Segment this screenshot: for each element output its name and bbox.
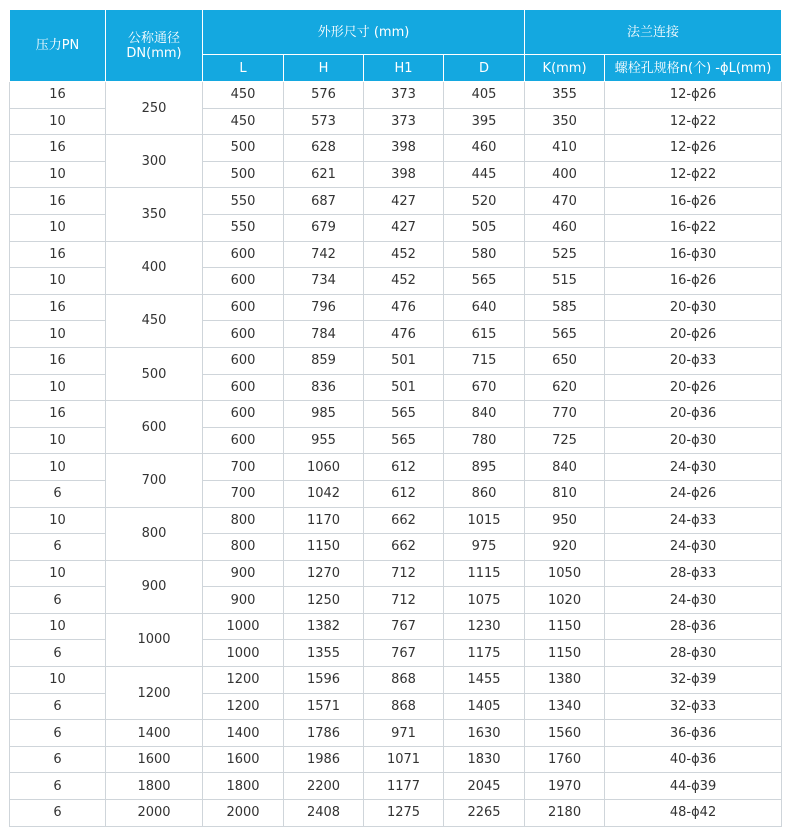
cell-K: 1970 <box>525 773 605 800</box>
cell-D: 1115 <box>444 560 525 587</box>
cell-H1: 398 <box>364 161 444 188</box>
cell-H: 1150 <box>284 534 364 561</box>
cell-H1: 612 <box>364 480 444 507</box>
cell-L: 450 <box>203 82 284 109</box>
cell-K: 1050 <box>525 560 605 587</box>
cell-D: 1175 <box>444 640 525 667</box>
cell-L: 800 <box>203 507 284 534</box>
cell-H1: 501 <box>364 374 444 401</box>
cell-dn: 800 <box>106 507 203 560</box>
cell-pn: 16 <box>10 241 106 268</box>
table-row <box>10 294 782 321</box>
cell-pn: 10 <box>10 268 106 295</box>
header-H1: H1 <box>364 55 444 82</box>
cell-bolt-spec: 28-ϕ36 <box>605 613 782 640</box>
cell-L: 600 <box>203 268 284 295</box>
cell-pn: 16 <box>10 401 106 428</box>
cell-H: 573 <box>284 108 364 135</box>
cell-D: 670 <box>444 374 525 401</box>
cell-H1: 662 <box>364 507 444 534</box>
cell-dn: 1000 <box>106 613 203 666</box>
cell-L: 1000 <box>203 613 284 640</box>
cell-K: 1340 <box>525 693 605 720</box>
table-row <box>10 746 782 773</box>
cell-bolt-spec: 16-ϕ26 <box>605 188 782 215</box>
cell-H: 621 <box>284 161 364 188</box>
cell-L: 600 <box>203 321 284 348</box>
cell-L: 2000 <box>203 800 284 827</box>
cell-H1: 662 <box>364 534 444 561</box>
cell-K: 1560 <box>525 720 605 747</box>
cell-D: 460 <box>444 135 525 162</box>
cell-H: 1986 <box>284 746 364 773</box>
cell-L: 1200 <box>203 693 284 720</box>
table-row <box>10 188 782 215</box>
cell-H1: 1177 <box>364 773 444 800</box>
cell-pn: 16 <box>10 135 106 162</box>
cell-D: 445 <box>444 161 525 188</box>
table-row <box>10 454 782 481</box>
cell-dn: 1800 <box>106 773 203 800</box>
cell-H1: 476 <box>364 321 444 348</box>
cell-K: 810 <box>525 480 605 507</box>
cell-L: 600 <box>203 294 284 321</box>
table-row <box>10 773 782 800</box>
header-dn-line2: DN(mm) <box>126 45 182 61</box>
header-nominal-diameter <box>106 10 203 82</box>
cell-K: 565 <box>525 321 605 348</box>
cell-L: 800 <box>203 534 284 561</box>
cell-H: 679 <box>284 214 364 241</box>
cell-dn: 1600 <box>106 746 203 773</box>
cell-H: 1355 <box>284 640 364 667</box>
cell-pn: 10 <box>10 507 106 534</box>
cell-D: 1630 <box>444 720 525 747</box>
table-header <box>10 10 782 82</box>
cell-H1: 565 <box>364 401 444 428</box>
cell-H: 734 <box>284 268 364 295</box>
header-H: H <box>284 55 364 82</box>
table-row <box>10 241 782 268</box>
table-row <box>10 82 782 109</box>
cell-pn: 10 <box>10 560 106 587</box>
cell-K: 840 <box>525 454 605 481</box>
cell-L: 600 <box>203 241 284 268</box>
cell-K: 2180 <box>525 800 605 827</box>
cell-D: 895 <box>444 454 525 481</box>
cell-H1: 501 <box>364 347 444 374</box>
cell-H1: 1071 <box>364 746 444 773</box>
cell-D: 2265 <box>444 800 525 827</box>
header-flange-group: 法兰连接 <box>525 10 782 55</box>
cell-pn: 6 <box>10 480 106 507</box>
table-row <box>10 347 782 374</box>
cell-bolt-spec: 24-ϕ30 <box>605 454 782 481</box>
cell-K: 350 <box>525 108 605 135</box>
cell-pn: 10 <box>10 427 106 454</box>
cell-pn: 10 <box>10 613 106 640</box>
cell-H1: 612 <box>364 454 444 481</box>
cell-H: 784 <box>284 321 364 348</box>
cell-H: 1382 <box>284 613 364 640</box>
cell-bolt-spec: 20-ϕ33 <box>605 347 782 374</box>
cell-H1: 452 <box>364 241 444 268</box>
cell-bolt-spec: 20-ϕ30 <box>605 427 782 454</box>
cell-D: 580 <box>444 241 525 268</box>
cell-D: 640 <box>444 294 525 321</box>
cell-H1: 398 <box>364 135 444 162</box>
cell-L: 600 <box>203 347 284 374</box>
header-K: K(mm) <box>525 55 605 82</box>
cell-H: 1571 <box>284 693 364 720</box>
cell-pn: 10 <box>10 374 106 401</box>
spec-table <box>9 9 782 827</box>
cell-L: 1800 <box>203 773 284 800</box>
header-dimensions-group: 外形尺寸 (mm) <box>203 10 525 55</box>
cell-bolt-spec: 20-ϕ30 <box>605 294 782 321</box>
cell-bolt-spec: 20-ϕ26 <box>605 321 782 348</box>
cell-H: 1060 <box>284 454 364 481</box>
cell-K: 1760 <box>525 746 605 773</box>
cell-L: 600 <box>203 427 284 454</box>
cell-K: 770 <box>525 401 605 428</box>
cell-K: 470 <box>525 188 605 215</box>
cell-bolt-spec: 20-ϕ36 <box>605 401 782 428</box>
cell-dn: 500 <box>106 347 203 400</box>
cell-H1: 868 <box>364 667 444 694</box>
cell-dn: 700 <box>106 454 203 507</box>
cell-bolt-spec: 16-ϕ26 <box>605 268 782 295</box>
cell-dn: 600 <box>106 401 203 454</box>
header-pressure: 压力PN <box>10 10 106 82</box>
cell-H1: 1275 <box>364 800 444 827</box>
cell-H: 628 <box>284 135 364 162</box>
cell-pn: 10 <box>10 454 106 481</box>
cell-L: 500 <box>203 135 284 162</box>
cell-pn: 10 <box>10 321 106 348</box>
cell-H1: 565 <box>364 427 444 454</box>
cell-K: 1020 <box>525 587 605 614</box>
header-D: D <box>444 55 525 82</box>
cell-pn: 6 <box>10 746 106 773</box>
cell-pn: 10 <box>10 108 106 135</box>
cell-bolt-spec: 44-ϕ39 <box>605 773 782 800</box>
cell-K: 525 <box>525 241 605 268</box>
table-row <box>10 135 782 162</box>
cell-K: 515 <box>525 268 605 295</box>
cell-K: 410 <box>525 135 605 162</box>
cell-dn: 250 <box>106 82 203 135</box>
cell-D: 1830 <box>444 746 525 773</box>
cell-bolt-spec: 12-ϕ22 <box>605 161 782 188</box>
cell-H: 859 <box>284 347 364 374</box>
cell-bolt-spec: 40-ϕ36 <box>605 746 782 773</box>
cell-pn: 6 <box>10 720 106 747</box>
cell-K: 920 <box>525 534 605 561</box>
cell-H1: 427 <box>364 214 444 241</box>
cell-D: 520 <box>444 188 525 215</box>
cell-bolt-spec: 24-ϕ33 <box>605 507 782 534</box>
table-body <box>10 82 782 827</box>
cell-L: 1000 <box>203 640 284 667</box>
table-row <box>10 800 782 827</box>
cell-H1: 971 <box>364 720 444 747</box>
cell-H: 796 <box>284 294 364 321</box>
cell-K: 1380 <box>525 667 605 694</box>
cell-L: 600 <box>203 401 284 428</box>
cell-pn: 10 <box>10 161 106 188</box>
cell-H1: 712 <box>364 587 444 614</box>
cell-bolt-spec: 28-ϕ30 <box>605 640 782 667</box>
cell-K: 460 <box>525 214 605 241</box>
cell-bolt-spec: 16-ϕ22 <box>605 214 782 241</box>
cell-H: 1786 <box>284 720 364 747</box>
cell-pn: 6 <box>10 800 106 827</box>
cell-H1: 373 <box>364 108 444 135</box>
cell-D: 395 <box>444 108 525 135</box>
cell-K: 1150 <box>525 613 605 640</box>
cell-dn: 1200 <box>106 667 203 720</box>
cell-dn: 350 <box>106 188 203 241</box>
header-L: L <box>203 55 284 82</box>
cell-H1: 767 <box>364 640 444 667</box>
cell-D: 860 <box>444 480 525 507</box>
cell-H1: 373 <box>364 82 444 109</box>
cell-D: 1015 <box>444 507 525 534</box>
table-row <box>10 613 782 640</box>
cell-bolt-spec: 36-ϕ36 <box>605 720 782 747</box>
cell-D: 780 <box>444 427 525 454</box>
header-bolt-spec: 螺栓孔规格n(个) -ϕL(mm) <box>605 55 782 82</box>
cell-K: 400 <box>525 161 605 188</box>
cell-pn: 6 <box>10 640 106 667</box>
cell-H: 955 <box>284 427 364 454</box>
cell-pn: 10 <box>10 214 106 241</box>
cell-pn: 6 <box>10 534 106 561</box>
cell-H1: 427 <box>364 188 444 215</box>
cell-pn: 6 <box>10 587 106 614</box>
cell-D: 840 <box>444 401 525 428</box>
cell-H: 1250 <box>284 587 364 614</box>
cell-L: 450 <box>203 108 284 135</box>
cell-L: 550 <box>203 188 284 215</box>
cell-L: 1600 <box>203 746 284 773</box>
cell-bolt-spec: 24-ϕ26 <box>605 480 782 507</box>
cell-bolt-spec: 24-ϕ30 <box>605 534 782 561</box>
cell-dn: 1400 <box>106 720 203 747</box>
cell-D: 1075 <box>444 587 525 614</box>
cell-bolt-spec: 48-ϕ42 <box>605 800 782 827</box>
cell-K: 620 <box>525 374 605 401</box>
cell-H: 1596 <box>284 667 364 694</box>
cell-H: 1042 <box>284 480 364 507</box>
cell-H1: 868 <box>364 693 444 720</box>
cell-dn: 300 <box>106 135 203 188</box>
cell-L: 900 <box>203 560 284 587</box>
cell-K: 950 <box>525 507 605 534</box>
cell-H1: 767 <box>364 613 444 640</box>
cell-bolt-spec: 12-ϕ26 <box>605 135 782 162</box>
cell-D: 615 <box>444 321 525 348</box>
cell-bolt-spec: 12-ϕ26 <box>605 82 782 109</box>
table-row <box>10 401 782 428</box>
table-row <box>10 667 782 694</box>
cell-H: 2200 <box>284 773 364 800</box>
cell-H: 985 <box>284 401 364 428</box>
cell-pn: 16 <box>10 347 106 374</box>
cell-dn: 900 <box>106 560 203 613</box>
table-row <box>10 507 782 534</box>
cell-K: 725 <box>525 427 605 454</box>
cell-bolt-spec: 16-ϕ30 <box>605 241 782 268</box>
cell-D: 1405 <box>444 693 525 720</box>
cell-L: 900 <box>203 587 284 614</box>
cell-bolt-spec: 24-ϕ30 <box>605 587 782 614</box>
cell-pn: 6 <box>10 693 106 720</box>
cell-H: 1270 <box>284 560 364 587</box>
cell-H1: 712 <box>364 560 444 587</box>
cell-D: 1230 <box>444 613 525 640</box>
cell-H1: 476 <box>364 294 444 321</box>
cell-D: 2045 <box>444 773 525 800</box>
cell-H: 1170 <box>284 507 364 534</box>
cell-dn: 400 <box>106 241 203 294</box>
cell-H: 576 <box>284 82 364 109</box>
cell-bolt-spec: 20-ϕ26 <box>605 374 782 401</box>
cell-bolt-spec: 32-ϕ33 <box>605 693 782 720</box>
cell-pn: 16 <box>10 188 106 215</box>
table-row <box>10 560 782 587</box>
cell-L: 550 <box>203 214 284 241</box>
cell-K: 585 <box>525 294 605 321</box>
cell-L: 1200 <box>203 667 284 694</box>
cell-pn: 6 <box>10 773 106 800</box>
cell-H: 687 <box>284 188 364 215</box>
cell-D: 505 <box>444 214 525 241</box>
cell-L: 500 <box>203 161 284 188</box>
cell-bolt-spec: 28-ϕ33 <box>605 560 782 587</box>
cell-D: 405 <box>444 82 525 109</box>
cell-L: 700 <box>203 480 284 507</box>
cell-bolt-spec: 12-ϕ22 <box>605 108 782 135</box>
cell-D: 1455 <box>444 667 525 694</box>
cell-pn: 16 <box>10 82 106 109</box>
cell-bolt-spec: 32-ϕ39 <box>605 667 782 694</box>
cell-pn: 16 <box>10 294 106 321</box>
cell-L: 600 <box>203 374 284 401</box>
cell-H: 836 <box>284 374 364 401</box>
cell-pn: 10 <box>10 667 106 694</box>
cell-K: 650 <box>525 347 605 374</box>
cell-dn: 450 <box>106 294 203 347</box>
cell-dn: 2000 <box>106 800 203 827</box>
cell-H1: 452 <box>364 268 444 295</box>
cell-D: 975 <box>444 534 525 561</box>
cell-K: 355 <box>525 82 605 109</box>
cell-D: 565 <box>444 268 525 295</box>
cell-H: 742 <box>284 241 364 268</box>
cell-H: 2408 <box>284 800 364 827</box>
header-dn-line1: 公称通径 <box>127 30 180 46</box>
cell-L: 700 <box>203 454 284 481</box>
table-row <box>10 720 782 747</box>
cell-D: 715 <box>444 347 525 374</box>
cell-K: 1150 <box>525 640 605 667</box>
cell-L: 1400 <box>203 720 284 747</box>
